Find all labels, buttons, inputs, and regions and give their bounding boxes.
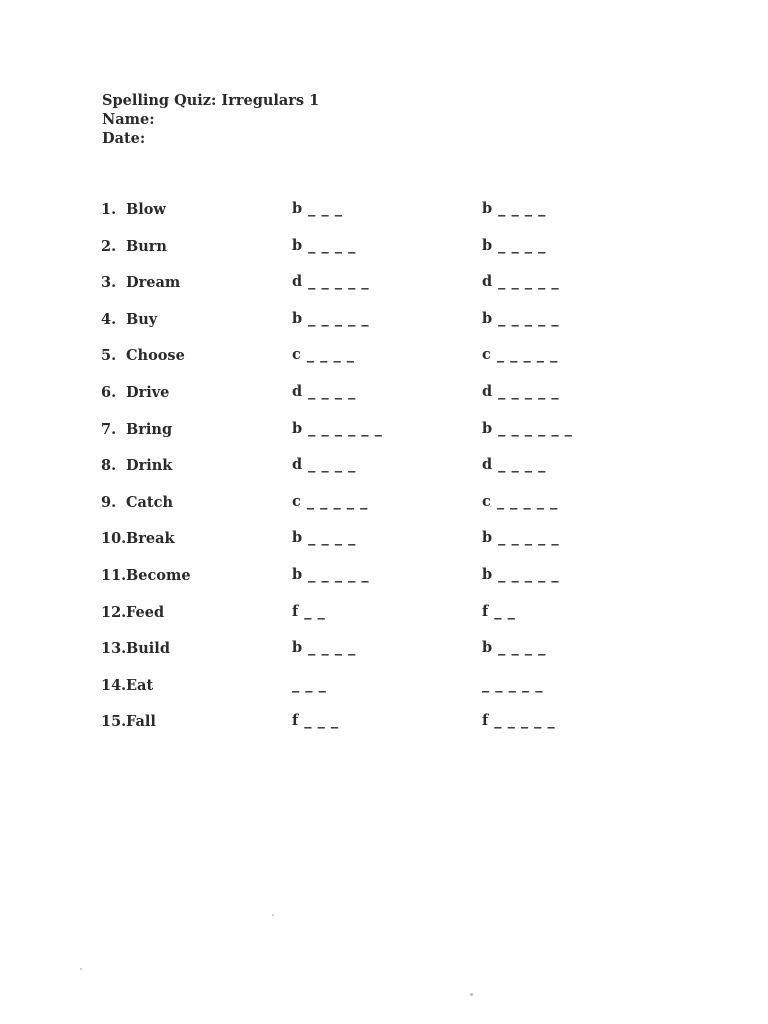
past-tense-blank: b _ _ _ _ _ _ bbox=[292, 419, 383, 437]
quiz-item-12 bbox=[0, 601, 768, 638]
item-word: Fall bbox=[126, 713, 156, 731]
past-participle-blank: d _ _ _ _ _ bbox=[482, 382, 560, 400]
past-tense-blank: b _ _ _ _ bbox=[292, 529, 356, 547]
item-word: Burn bbox=[126, 237, 167, 255]
past-participle-blank: f _ _ _ _ _ bbox=[482, 712, 556, 730]
name-label: Name: bbox=[102, 111, 155, 128]
item-number: 4. bbox=[101, 310, 117, 328]
quiz-item-10 bbox=[0, 527, 768, 564]
past-tense-blank: b _ _ _ _ _ bbox=[292, 565, 370, 583]
item-word: Drink bbox=[126, 457, 173, 475]
scan-speck bbox=[470, 993, 473, 996]
past-tense-blank: c _ _ _ _ _ bbox=[292, 492, 368, 510]
item-number: 12. bbox=[101, 603, 127, 621]
item-number: 7. bbox=[101, 420, 117, 438]
past-tense-blank: f _ _ _ bbox=[292, 712, 339, 730]
item-word: Eat bbox=[126, 676, 154, 694]
item-number: 5. bbox=[101, 347, 117, 365]
past-tense-blank: d _ _ _ _ bbox=[292, 382, 356, 400]
quiz-header bbox=[102, 91, 319, 148]
past-participle-blank: c _ _ _ _ _ bbox=[482, 492, 558, 510]
item-word: Drive bbox=[126, 383, 170, 401]
item-number: 3. bbox=[101, 274, 117, 292]
item-number: 10. bbox=[101, 530, 127, 548]
quiz-item-15 bbox=[0, 710, 768, 747]
quiz-item-8 bbox=[0, 454, 768, 491]
item-number: 8. bbox=[101, 457, 117, 475]
past-tense-blank: d _ _ _ _ _ bbox=[292, 273, 370, 291]
quiz-item-13 bbox=[0, 637, 768, 674]
past-participle-blank: b _ _ _ _ _ _ bbox=[482, 419, 573, 437]
item-word: Dream bbox=[126, 274, 181, 292]
past-participle-blank: f _ _ bbox=[482, 602, 516, 620]
past-tense-blank: _ _ _ bbox=[292, 675, 327, 693]
past-tense-blank: c _ _ _ _ bbox=[292, 346, 355, 364]
date-label: Date: bbox=[102, 130, 146, 147]
quiz-list bbox=[0, 198, 768, 747]
quiz-item-14 bbox=[0, 674, 768, 711]
past-participle-blank: b _ _ _ _ bbox=[482, 639, 546, 657]
past-participle-blank: c _ _ _ _ _ bbox=[482, 346, 558, 364]
item-word: Choose bbox=[126, 347, 185, 365]
quiz-item-2 bbox=[0, 235, 768, 272]
item-number: 13. bbox=[101, 640, 127, 658]
item-number: 6. bbox=[101, 383, 117, 401]
item-word: Catch bbox=[126, 493, 174, 511]
quiz-item-3 bbox=[0, 271, 768, 308]
past-participle-blank: b _ _ _ _ bbox=[482, 200, 546, 217]
quiz-item-6 bbox=[0, 381, 768, 418]
past-participle-blank: d _ _ _ _ bbox=[482, 456, 546, 474]
past-tense-blank: d _ _ _ _ bbox=[292, 456, 356, 474]
past-participle-blank: d _ _ _ _ _ bbox=[482, 273, 560, 291]
past-tense-blank: b _ _ _ _ bbox=[292, 639, 356, 657]
quiz-title: Spelling Quiz: Irregulars 1 bbox=[102, 92, 320, 109]
item-word: Feed bbox=[126, 603, 165, 621]
quiz-item-9 bbox=[0, 491, 768, 528]
item-number: 2. bbox=[101, 237, 117, 255]
scan-speck bbox=[272, 914, 274, 916]
past-participle-blank: b _ _ _ _ _ bbox=[482, 565, 560, 583]
item-word: Bring bbox=[126, 420, 173, 438]
item-number: 14. bbox=[101, 676, 127, 694]
past-participle-blank: b _ _ _ _ bbox=[482, 236, 546, 254]
past-tense-blank: b _ _ _ _ bbox=[292, 236, 356, 254]
item-number: 1. bbox=[101, 201, 117, 218]
item-word: Build bbox=[126, 640, 170, 658]
item-word: Buy bbox=[126, 310, 158, 328]
past-participle-blank: b _ _ _ _ _ bbox=[482, 529, 560, 547]
past-tense-blank: b _ _ _ bbox=[292, 200, 343, 217]
past-tense-blank: b _ _ _ _ _ bbox=[292, 309, 370, 327]
quiz-item-5 bbox=[0, 344, 768, 381]
quiz-item-4 bbox=[0, 308, 768, 345]
past-participle-blank: _ _ _ _ _ bbox=[482, 675, 543, 693]
quiz-item-7 bbox=[0, 418, 768, 455]
item-number: 9. bbox=[101, 493, 117, 511]
past-tense-blank: f _ _ bbox=[292, 602, 326, 620]
item-word: Break bbox=[126, 530, 175, 548]
scan-speck bbox=[80, 968, 82, 970]
item-number: 11. bbox=[101, 566, 127, 584]
item-word: Blow bbox=[126, 201, 166, 218]
item-word: Become bbox=[126, 566, 191, 584]
item-number: 15. bbox=[101, 713, 127, 731]
past-participle-blank: b _ _ _ _ _ bbox=[482, 309, 560, 327]
quiz-item-1 bbox=[0, 198, 768, 235]
quiz-item-11 bbox=[0, 564, 768, 601]
